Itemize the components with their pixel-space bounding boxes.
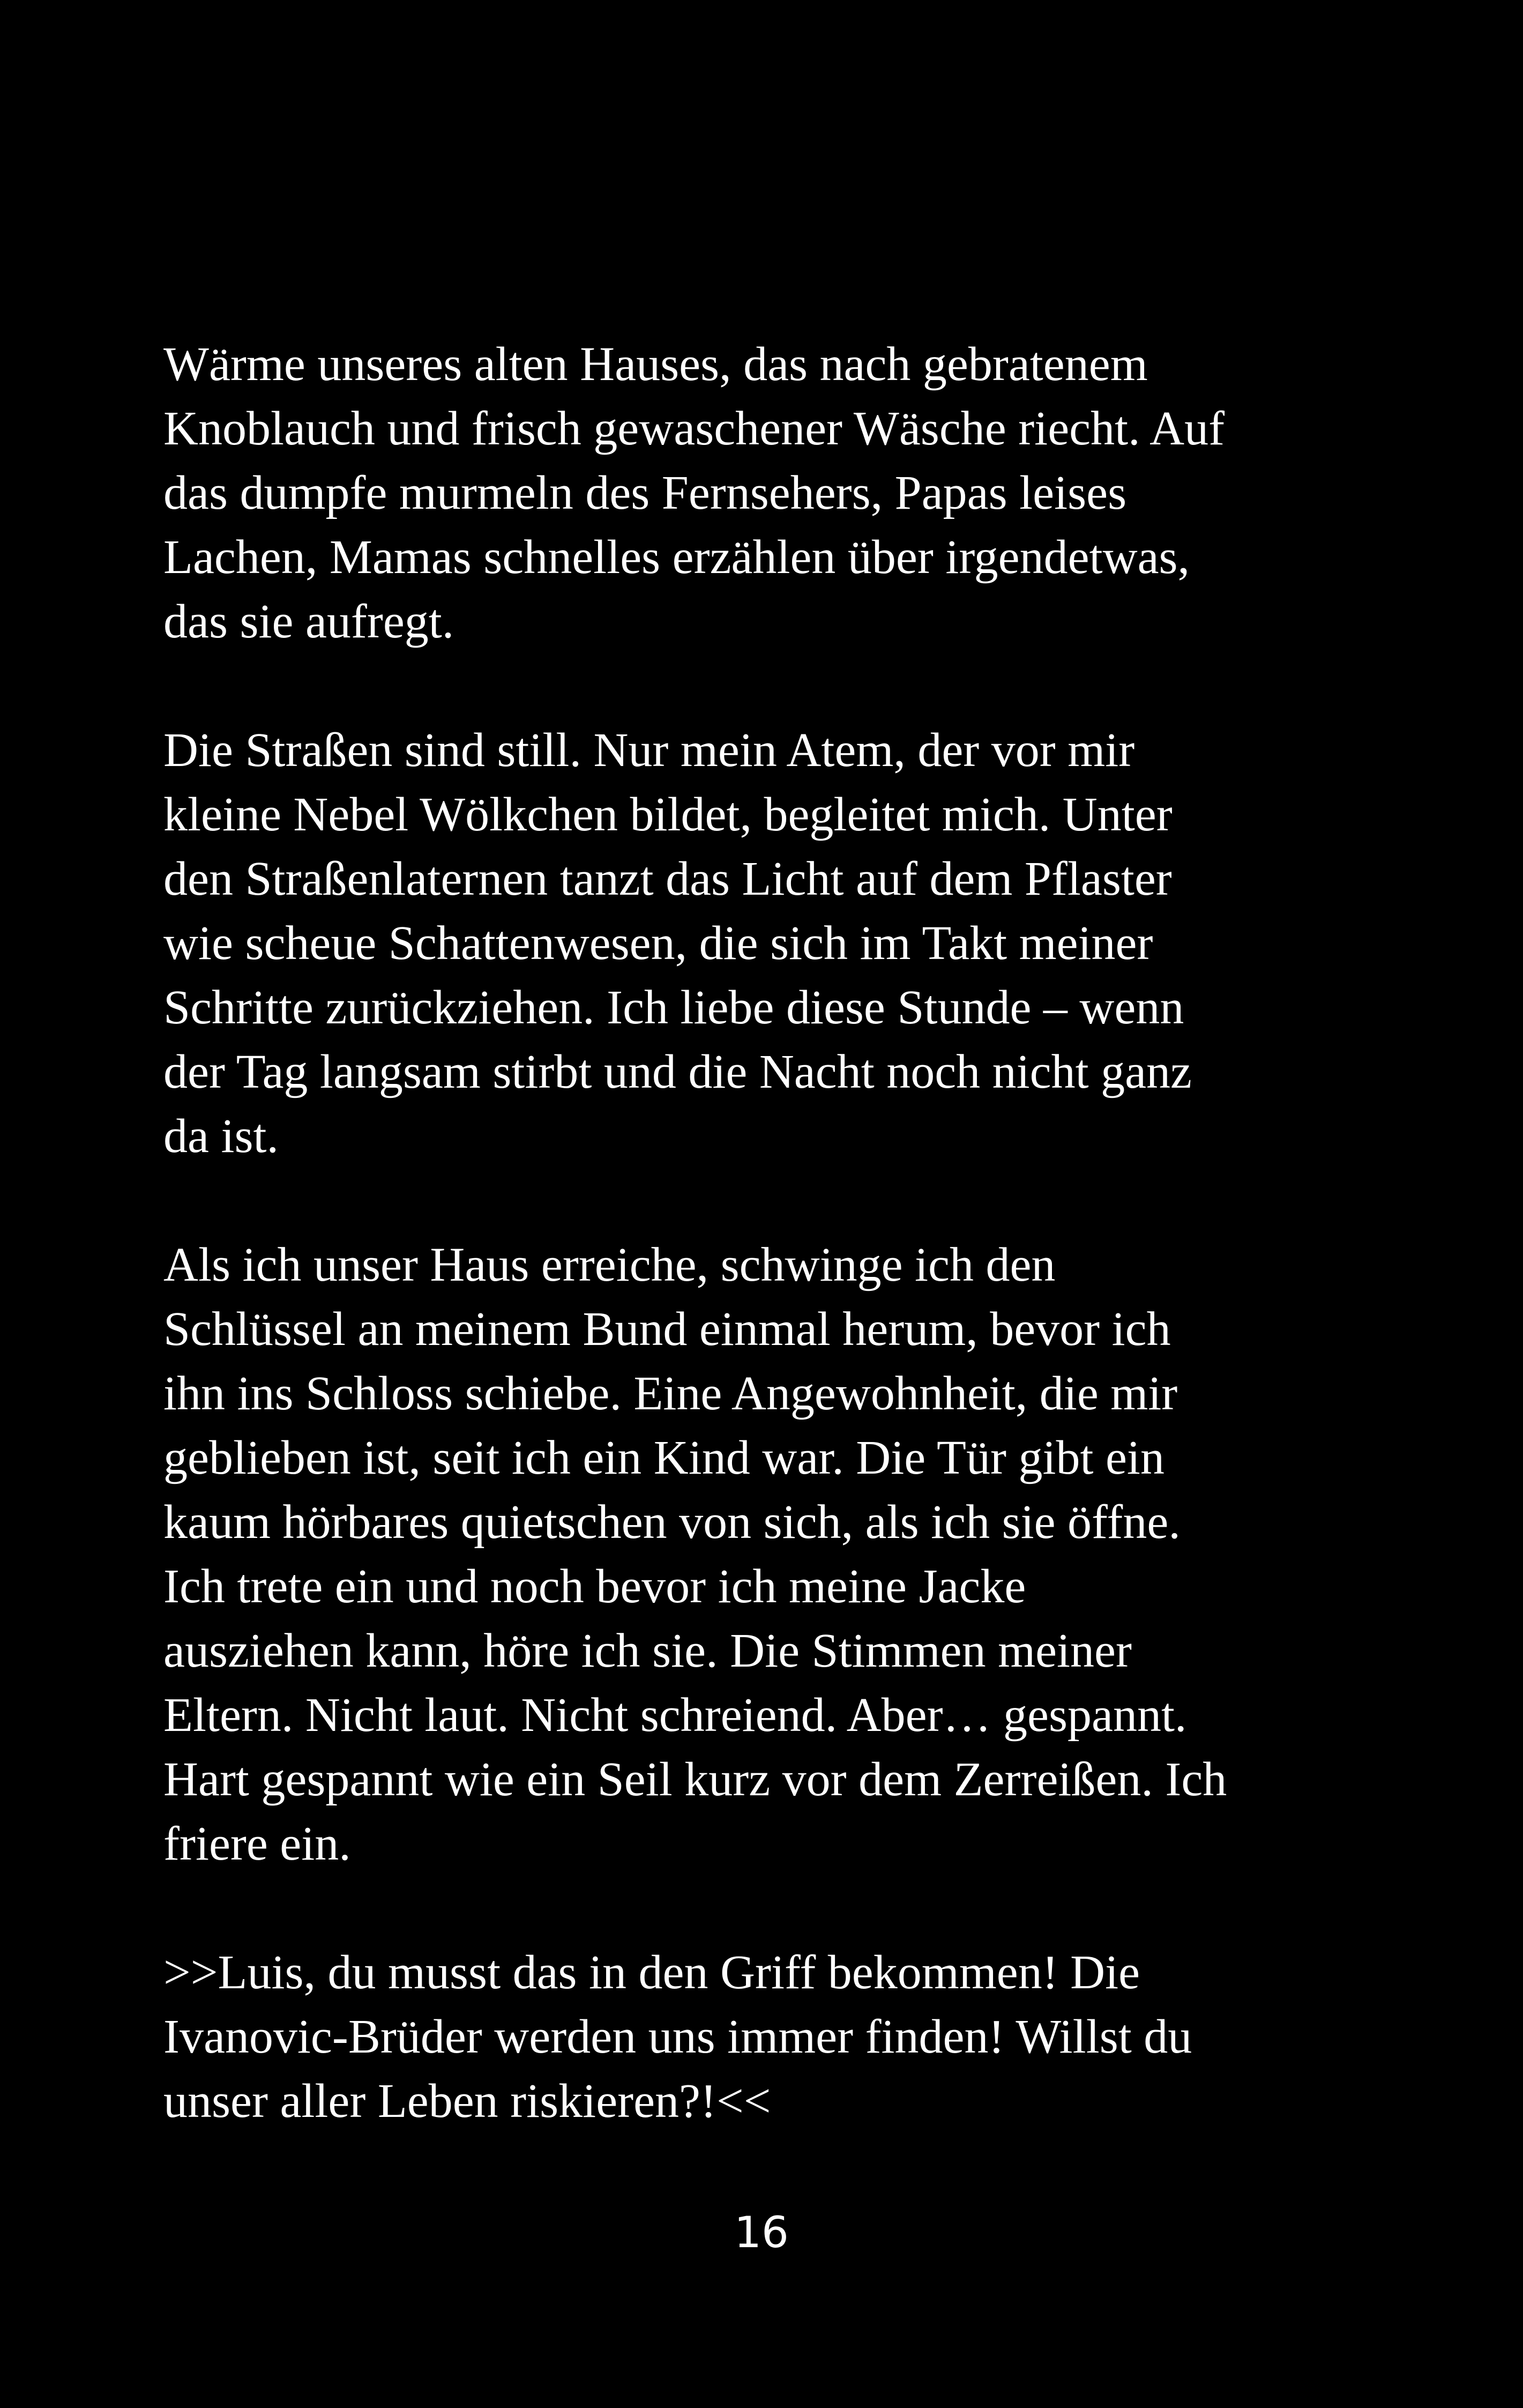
text-line: der Tag langsam stirbt und die Nacht noch nicht ganz [163,1045,1192,1098]
text-line: wie scheue Schattenwesen, die sich im Takt meiner [163,917,1153,970]
paragraph-1 [163,332,1375,654]
paragraph-4 [163,1941,1375,2134]
paragraph-3 [163,1233,1375,1876]
text-line: Die Straßen sind still. Nur mein Atem, der vor mir [163,724,1135,777]
body-text [163,332,1375,2198]
text-line: das sie aufregt. [163,595,454,648]
text-line: >>Luis, du musst das in den Griff bekommen! Die [163,1946,1140,1999]
text-line: Ich trete ein und noch bevor ich meine Jacke [163,1560,1026,1613]
text-line: Als ich unser Haus erreiche, schwinge ich den [163,1238,1056,1291]
text-line: Wärme unseres alten Hauses, das nach gebratenem [163,338,1148,391]
text-line: Schlüssel an meinem Bund einmal herum, bevor ich [163,1303,1171,1356]
text-line: kleine Nebel Wölkchen bildet, begleitet mich. Unter [163,788,1173,841]
text-line: das dumpfe murmeln des Fernsehers, Papas leises [163,466,1127,519]
text-line: geblieben ist, seit ich ein Kind war. Die Tür gibt ein [163,1431,1164,1484]
text-line: Eltern. Nicht laut. Nicht schreiend. Aber… gespannt. [163,1689,1187,1742]
text-line: Lachen, Mamas schnelles erzählen über irgendetwas, [163,531,1190,584]
text-line: den Straßenlaternen tanzt das Licht auf dem Pflaster [163,852,1172,905]
text-line: friere ein. [163,1817,351,1870]
text-line: ihn ins Schloss schiebe. Eine Angewohnheit, die mir [163,1367,1178,1420]
text-line: ausziehen kann, höre ich sie. Die Stimmen meiner [163,1624,1132,1677]
page-number: 16 [734,2208,789,2257]
text-line: Hart gespannt wie ein Seil kurz vor dem Zerreißen. Ich [163,1753,1227,1806]
text-line: unser aller Leben riskieren?!<< [163,2075,771,2128]
text-line: Knoblauch und frisch gewaschener Wäsche riecht. Auf [163,402,1225,455]
text-line: kaum hörbares quietschen von sich, als ich sie öffne. [163,1496,1181,1549]
text-line: Schritte zurückziehen. Ich liebe diese Stunde – wenn [163,981,1184,1034]
text-line: da ist. [163,1110,279,1163]
text-line: Ivanovic-Brüder werden uns immer finden! Willst du [163,2010,1192,2063]
paragraph-2 [163,718,1375,1169]
